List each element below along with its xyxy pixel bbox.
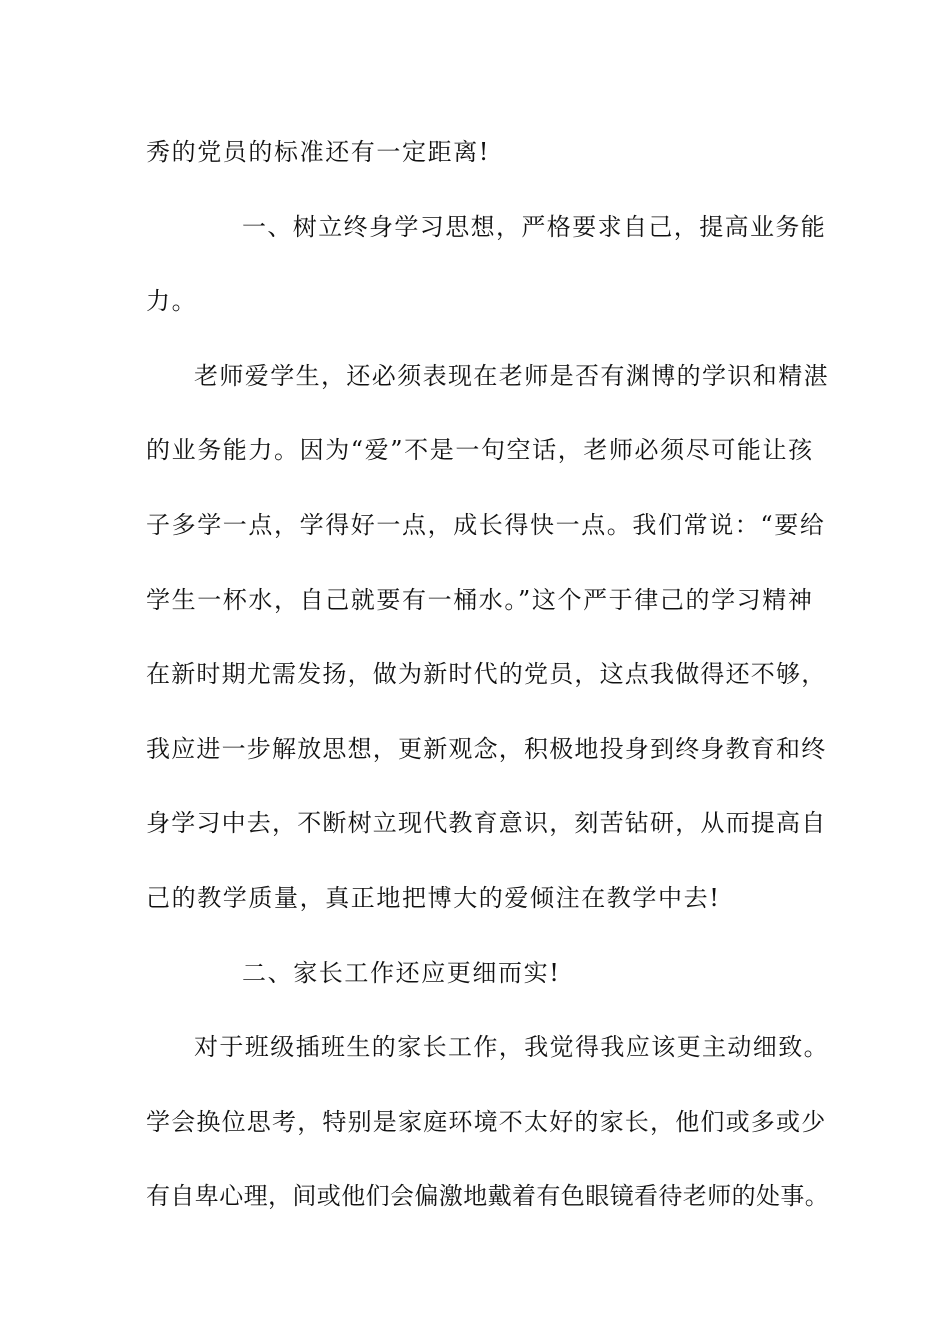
section-heading-1: 一、树立终身学习思想，严格要求自己，提高业务能	[242, 213, 827, 241]
paragraph-line: 学生一杯水，自己就要有一桶水。”这个严于律己的学习精神	[146, 586, 814, 614]
section-heading-1-continued: 力。	[146, 287, 198, 315]
paragraph-line: 老师爱学生，还必须表现在老师是否有渊博的学识和精湛	[194, 362, 829, 390]
paragraph-line: 己的教学质量，真正地把博大的爱倾注在教学中去!	[146, 884, 721, 912]
paragraph-line: 的业务能力。因为“爱”不是一句空话，老师必须尽可能让孩	[146, 436, 814, 464]
paragraph-line: 在新时期尤需发扬，做为新时代的党员，这点我做得还不够，	[146, 660, 827, 688]
paragraph-line: 身学习中去，不断树立现代教育意识，刻苦钻研，从而提高自	[146, 809, 827, 837]
paragraph-line: 对于班级插班生的家长工作，我觉得我应该更主动细致。	[194, 1033, 829, 1061]
paragraph-line: 有自卑心理，间或他们会偏激地戴着有色眼镜看待老师的处事。	[146, 1182, 830, 1210]
paragraph-line: 学会换位思考，特别是家庭环境不太好的家长，他们或多或少	[146, 1108, 827, 1136]
paragraph-line: 我应进一步解放思想，更新观念，积极地投身到终身教育和终	[146, 735, 827, 763]
paragraph-line: 秀的党员的标准还有一定距离!	[146, 138, 491, 166]
paragraph-line: 子多学一点，学得好一点，成长得快一点。我们常说：“要给	[146, 511, 826, 539]
section-heading-2: 二、家长工作还应更细而实!	[242, 959, 561, 987]
